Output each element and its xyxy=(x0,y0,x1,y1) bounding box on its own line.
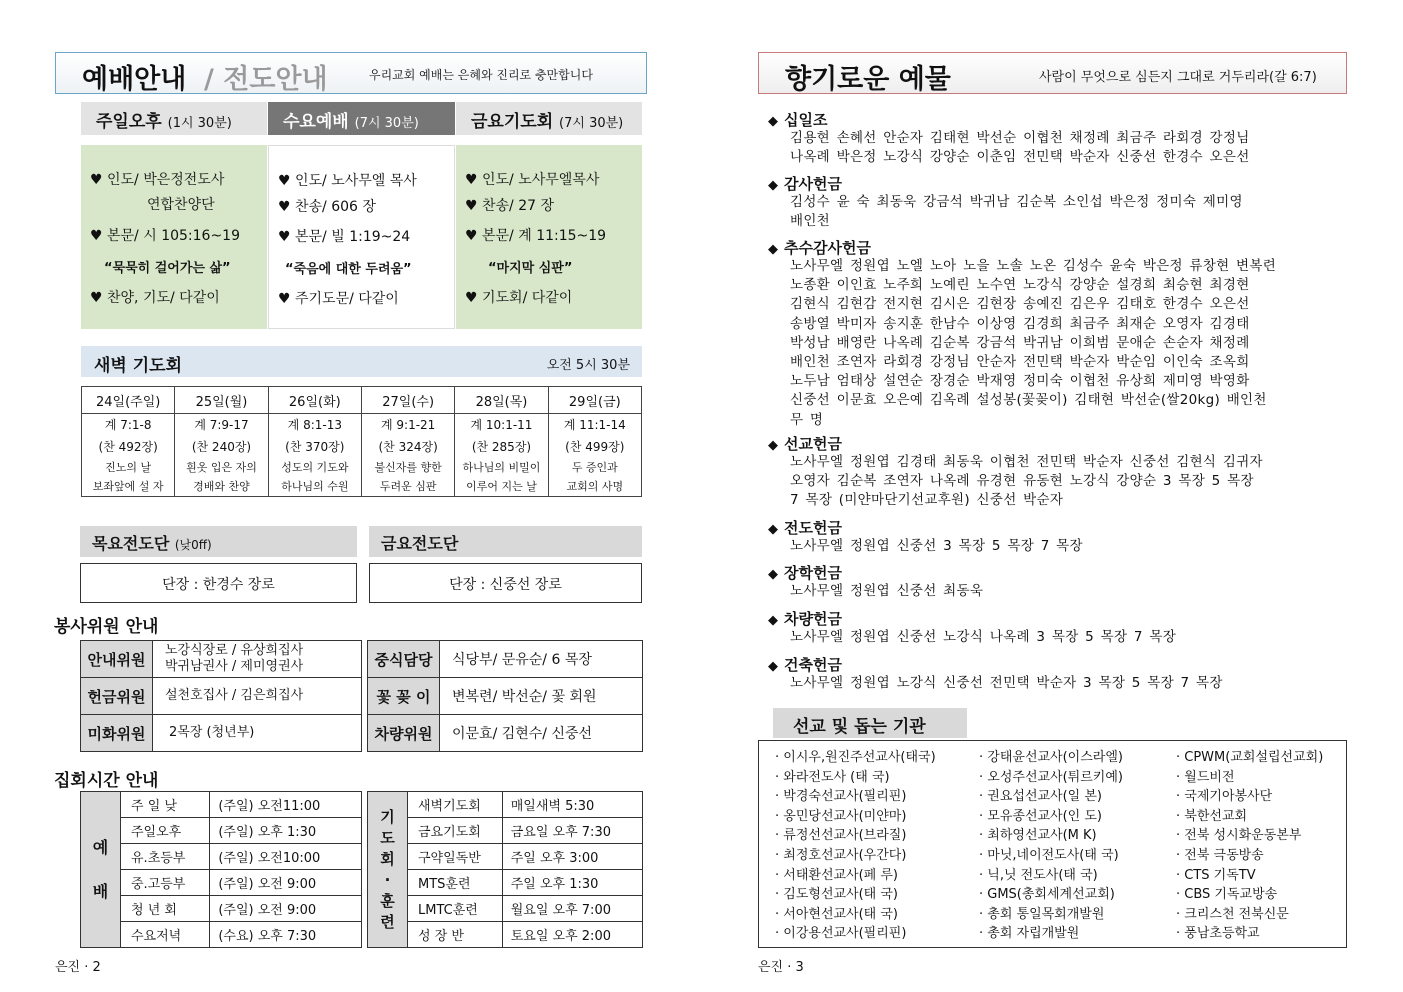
hymn: ♥ 찬송/ 27 장 xyxy=(465,198,555,214)
hymn: ♥ 찬송/ 606 장 xyxy=(278,199,376,215)
meeting-time: (주일) 오전 9:00 xyxy=(210,896,362,922)
service-tabs xyxy=(81,102,642,135)
left-page xyxy=(0,0,700,992)
day-cell xyxy=(361,414,454,497)
meeting-time: 주일 오후 3:00 xyxy=(502,844,642,870)
leader-group: 연합찬양단 xyxy=(147,197,215,213)
passage: 계 9:1-21 xyxy=(380,418,436,432)
church-motto: 우리교회 예배는 은혜와 진리로 충만합니다 xyxy=(369,68,593,82)
offering-category: 추수감사헌금 xyxy=(784,239,871,257)
topic: 경배와 찬양 xyxy=(193,480,250,493)
hymn: (찬 240장) xyxy=(191,440,252,454)
table-row xyxy=(81,870,362,896)
meeting-time: 주일 오후 1:30 xyxy=(502,870,642,896)
page-number-right: 은진 · 3 xyxy=(758,960,804,975)
offering-category: 건축헌금 xyxy=(784,656,842,674)
topic: 하나님의 수원 xyxy=(281,480,349,493)
topic: 하나님의 비밀이 xyxy=(462,461,541,474)
meeting-name: 성 장 반 xyxy=(408,922,503,948)
topic: 성도의 기도와 xyxy=(281,461,349,474)
meeting-name: 새벽기도회 xyxy=(408,792,503,818)
offering-mission: ◆ 선교헌금 노사무엘 정원엽 김경태 최동욱 이협천 전민택 박순자 신중선 김현식 김귀자 오영자 김순복 조연자 나옥례 유경현 유동현 노강식 강양순 3 목장 5 목장 7 목장 (미얀마단기선교후원) 신중선 박순자 xyxy=(768,435,1263,509)
diamond-bullet-icon: ◆ xyxy=(768,178,778,193)
volunteer-table-right xyxy=(367,640,643,752)
offering-scholarship: ◆ 장학헌금 노사무엘 정원엽 신중선 최동욱 xyxy=(768,564,984,599)
list-item: · 서아현선교사(태 국) xyxy=(775,906,899,922)
names: 이문효/ 김현수/ 신중선 xyxy=(440,715,643,752)
list-item: · CBS 기독교방송 xyxy=(1176,887,1278,903)
diamond-bullet-icon: ◆ xyxy=(768,438,778,453)
list-item: · 이시우,원진주선교사(태국) xyxy=(775,750,936,765)
table-row xyxy=(368,678,643,715)
names: 식당부/ 문유순/ 6 목장 xyxy=(440,641,643,678)
hymn: (찬 324장) xyxy=(378,440,438,454)
day-cell xyxy=(548,414,641,497)
sermon-title: “마지막 심판” xyxy=(488,261,573,276)
day-header: 25일(월) xyxy=(175,387,268,414)
training-times-table xyxy=(367,791,643,948)
meeting-time: (주일) 오전 9:00 xyxy=(210,870,362,896)
meeting-name: 중.고등부 xyxy=(121,870,210,896)
day-header: 29일(금) xyxy=(548,387,641,414)
passage: 계 10:1-11 xyxy=(470,418,533,432)
table-row xyxy=(368,844,643,870)
thursday-evangelism-header: 목요전도단 (낮0ff) xyxy=(80,526,357,557)
service-sunday-afternoon xyxy=(81,145,267,329)
table-row xyxy=(368,792,643,818)
table-row xyxy=(368,922,643,948)
list-item: · 전북 성시화운동본부 xyxy=(1176,828,1302,844)
sermon-title: “죽음에 대한 두려움” xyxy=(285,262,412,277)
offering-vehicle: ◆ 차량헌금 노사무엘 정원엽 신중선 노강식 나옥례 3 목장 5 목장 7 목장 xyxy=(768,610,1177,645)
role: 헌금위원 xyxy=(81,678,153,715)
worship-title-box xyxy=(55,52,647,94)
diamond-bullet-icon: ◆ xyxy=(768,114,778,129)
offering-evangelism: ◆ 전도헌금 노사무엘 정원엽 신중선 3 목장 5 목장 7 목장 xyxy=(768,519,1083,554)
page-title-sub: / 전도안내 xyxy=(204,64,328,95)
list-item: · CPWM(교회설립선교회) xyxy=(1176,750,1324,765)
hymn: (찬 370장) xyxy=(285,440,345,454)
table-row xyxy=(81,922,362,948)
hymn: (찬 285장) xyxy=(471,440,532,454)
list-item: · 옹민당선교사(미얀마) xyxy=(775,808,907,824)
list-item: · 서태환선교사(페 루) xyxy=(775,867,899,883)
dawn-prayer-title: 새벽 기도회 xyxy=(94,356,183,376)
offering-title-box xyxy=(758,52,1347,94)
meeting-name: 수요저녁 xyxy=(121,922,210,948)
table-row xyxy=(81,844,362,870)
closing: ♥ 주기도문/ 다같이 xyxy=(278,291,399,307)
diamond-bullet-icon: ◆ xyxy=(768,659,778,674)
diamond-bullet-icon: ◆ xyxy=(768,613,778,628)
table-row xyxy=(81,678,362,715)
offering-category: 감사헌금 xyxy=(784,175,842,193)
names: 설천호집사 / 김은희집사 xyxy=(153,678,362,715)
diamond-bullet-icon: ◆ xyxy=(768,522,778,537)
offering-category: 십일조 xyxy=(784,111,828,129)
scripture: ♥ 본문/ 시 105:16~19 xyxy=(90,228,240,244)
mission-column xyxy=(1176,746,1323,942)
mission-list-box xyxy=(758,740,1347,948)
passage: 계 7:9-17 xyxy=(194,418,249,432)
passage: 계 8:1-13 xyxy=(287,418,342,432)
table-row xyxy=(81,818,362,844)
worship-side-label: 예 배 xyxy=(81,792,121,948)
topic: 흰옷 입은 자의 xyxy=(186,461,257,474)
friday-evangelism-leader: 단장 : 신중선 장로 xyxy=(369,563,642,603)
meeting-name: 구약일독반 xyxy=(408,844,503,870)
tab-friday-prayer: 금요기도회 (7시 30분) xyxy=(456,102,642,135)
offering-tithe: ◆ 십일조 김용현 손혜선 안순자 김태현 박선순 이협천 채정례 최금주 라회경 강정님 나옥례 박은정 노강식 강양순 이춘임 전민택 박순자 신중선 한경수 오은선 xyxy=(768,111,1250,166)
table-row xyxy=(81,715,362,752)
mission-column xyxy=(775,746,936,942)
diamond-bullet-icon: ◆ xyxy=(768,567,778,582)
tab-wednesday: 수요예배 (7시 30분) xyxy=(268,102,455,135)
meeting-name: 유.초등부 xyxy=(121,844,210,870)
list-item: · 총회 자립개발원 xyxy=(979,926,1080,942)
day-header: 26일(화) xyxy=(268,387,361,414)
meeting-name: LMTC훈련 xyxy=(408,896,503,922)
list-item: · 크리스천 전북신문 xyxy=(1176,906,1289,922)
page-title: 예배안내 xyxy=(82,64,187,95)
list-item: · 국제기아봉사단 xyxy=(1176,789,1273,805)
role: 중식담당 xyxy=(368,641,440,678)
closing: ♥ 찬양, 기도/ 다같이 xyxy=(90,290,220,306)
table-row xyxy=(368,896,643,922)
table-row xyxy=(81,896,362,922)
service-wednesday xyxy=(268,145,455,329)
meeting-time: (주일) 오전11:00 xyxy=(210,792,362,818)
volunteer-title: 봉사위원 안내 xyxy=(54,617,159,637)
table-row xyxy=(368,870,643,896)
dawn-prayer-time: 오전 5시 30분 xyxy=(546,358,630,373)
offering-category: 장학헌금 xyxy=(784,564,842,582)
offering-thanks: ◆ 감사헌금 김성수 윤 숙 최동욱 강금석 박귀남 김순복 소인섭 박은정 정미숙 제미영 배인천 xyxy=(768,175,1243,230)
offering-category: 전도헌금 xyxy=(784,519,842,537)
day-cell xyxy=(268,414,361,497)
diamond-bullet-icon: ◆ xyxy=(768,242,778,257)
list-item: · 강태윤선교사(이스라엘) xyxy=(979,750,1123,765)
offering-title: 향기로운 예물 xyxy=(785,64,951,95)
table-row xyxy=(368,715,643,752)
offering-motto: 사람이 무엇으로 심든지 그대로 거두리라(갈 6:7) xyxy=(1039,70,1317,85)
topic: 이루어 지는 날 xyxy=(466,480,537,493)
table-row xyxy=(368,818,643,844)
leader: ♥ 인도/ 박은정전도사 xyxy=(90,172,225,188)
list-item: · 총회 통일목회개발원 xyxy=(979,906,1105,922)
role: 안내위원 xyxy=(81,641,153,678)
meeting-name: 주 일 낮 xyxy=(121,792,210,818)
leader: ♥ 인도/ 노사무엘 목사 xyxy=(278,173,417,189)
list-item: · 류정선선교사(브라질) xyxy=(775,828,907,844)
mission-column xyxy=(979,746,1123,942)
passage: 계 7:1-8 xyxy=(104,418,152,432)
meeting-time: 월요일 오후 7:00 xyxy=(502,896,642,922)
day-header: 27일(수) xyxy=(361,387,454,414)
topic: 두 증인과 xyxy=(571,461,618,474)
page-number-left: 은진 · 2 xyxy=(55,960,101,975)
table-row xyxy=(81,792,362,818)
names: 노강식장로 / 유상희집사 박귀남권사 / 제미영권사 xyxy=(153,641,362,678)
service-friday xyxy=(456,145,642,329)
meeting-name: 청 년 회 xyxy=(121,896,210,922)
thursday-evangelism-leader: 단장 : 한경수 장로 xyxy=(80,563,357,603)
sermon-title: “묵묵히 걸어가는 삶” xyxy=(104,261,231,276)
list-item: · CTS 기독TV xyxy=(1176,867,1256,883)
offering-building: ◆ 건축헌금 노사무엘 정원엽 노강식 신중선 전민택 박순자 3 목장 5 목장 7 목장 xyxy=(768,656,1223,691)
list-item: · 닉,닛 전도사(태 국) xyxy=(979,867,1098,883)
day-cell xyxy=(82,414,175,497)
topic: 보좌앞에 설 자 xyxy=(92,480,164,493)
topic: 진노의 날 xyxy=(105,461,152,474)
offering-harvest: ◆ 추수감사헌금 노사무엘 정원엽 노엘 노아 노을 노솔 노온 김성수 윤숙 박은정 류창현 변복련 노종환 이인효 노주희 노예린 노수연 노강식 강양순 설경희 최승현 최경현 김현식 김현감 전지현 김시은 김현장 송예진 김은우 김태호 한경수 오은선 송방열 박미자 송지훈 한남수 이상영 김경희 최금주 최재순 오영자 김경태 박성남 배영란 나옥례 김순복 강금석 박귀남 이희범 문애순 손순자 채정례 배인천 조연자 라회경 강정님 안순자 전민택 박순자 박순임 이인숙 조옥희 노두남 엄태상 설연순 장경순 박재영 정미숙 이협천 유상희 제미영 박영화 신중선 이문효 오은예 김옥례 설성봉(꽃꽂이) 김태현 박선순(쌀20kg) 배인천 무 명 xyxy=(768,239,1277,428)
offering-category: 차량헌금 xyxy=(784,610,842,628)
role: 미화위원 xyxy=(81,715,153,752)
tab-sunday-afternoon: 주일오후 (1시 30분) xyxy=(81,102,267,135)
list-item: · 마닛,네이전도사(태 국) xyxy=(979,847,1119,863)
list-item: · 전북 극동방송 xyxy=(1176,847,1264,863)
offering-category: 선교헌금 xyxy=(784,435,842,453)
list-item: · 최정호선교사(우간다) xyxy=(775,847,907,863)
list-item: · 오성주선교사(튀르키예) xyxy=(979,769,1123,785)
meeting-time: (주일) 오전10:00 xyxy=(210,844,362,870)
day-header: 24일(주일) xyxy=(82,387,175,414)
day-cell xyxy=(175,414,268,497)
closing: ♥ 기도회/ 다같이 xyxy=(465,290,573,306)
meeting-time: 금요일 오후 7:30 xyxy=(502,818,642,844)
names: 변복련/ 박선순/ 꽃 회원 xyxy=(440,678,643,715)
passage: 계 11:1-14 xyxy=(563,418,626,432)
list-item: · 풍남초등학교 xyxy=(1176,926,1260,942)
list-item: · 권요섭선교사(일 본) xyxy=(979,789,1103,805)
list-item: · 와라전도사 (태 국) xyxy=(775,769,890,785)
day-header: 28일(목) xyxy=(455,387,548,414)
meeting-time: 토요일 오후 2:00 xyxy=(502,922,642,948)
names: 2목장 (청년부) xyxy=(153,715,362,752)
list-item: · 최하영선교사(M K) xyxy=(979,828,1097,844)
list-item: · 모유종선교사(인 도) xyxy=(979,808,1103,824)
hymn: (찬 492장) xyxy=(98,440,158,454)
list-item: · 북한선교회 xyxy=(1176,808,1248,824)
training-side-label: 기 도 회 · 훈 련 xyxy=(368,792,408,948)
role: 꽃 꽂 이 xyxy=(368,678,440,715)
friday-evangelism-header: 금요전도단 xyxy=(369,526,642,557)
meeting-name: 금요기도회 xyxy=(408,818,503,844)
scripture: ♥ 본문/ 빌 1:19~24 xyxy=(278,229,411,245)
meeting-name: MTS훈련 xyxy=(408,870,503,896)
dawn-prayer-table xyxy=(81,386,642,497)
hymn: (찬 499장) xyxy=(565,440,625,454)
list-item: · 이강용선교사(필리핀) xyxy=(775,926,907,942)
scripture: ♥ 본문/ 계 11:15~19 xyxy=(465,228,607,244)
meeting-time: 매일새벽 5:30 xyxy=(502,792,642,818)
meeting-title: 집회시간 안내 xyxy=(54,771,159,791)
topic: 불신자를 향한 xyxy=(374,461,442,474)
meeting-time: (주일) 오후 1:30 xyxy=(210,818,362,844)
list-item: · 월드비전 xyxy=(1176,769,1235,785)
mission-title: 선교 및 돕는 기관 xyxy=(773,708,967,738)
list-item: · GMS(총회세계선교회) xyxy=(979,887,1115,903)
list-item: · 김도형선교사(태 국) xyxy=(775,887,899,903)
table-row xyxy=(368,641,643,678)
day-cell xyxy=(455,414,548,497)
role: 차량위원 xyxy=(368,715,440,752)
volunteer-table-left xyxy=(80,640,362,752)
meeting-name: 주일오후 xyxy=(121,818,210,844)
dawn-prayer-header xyxy=(81,346,642,377)
topic: 두려운 심판 xyxy=(379,480,437,493)
table-row xyxy=(81,641,362,678)
leader: ♥ 인도/ 노사무엘목사 xyxy=(465,172,600,188)
meeting-time: (수요) 오후 7:30 xyxy=(210,922,362,948)
topic: 교회의 사명 xyxy=(566,480,624,493)
worship-times-table xyxy=(80,791,362,948)
list-item: · 박경숙선교사(필리핀) xyxy=(775,789,907,805)
